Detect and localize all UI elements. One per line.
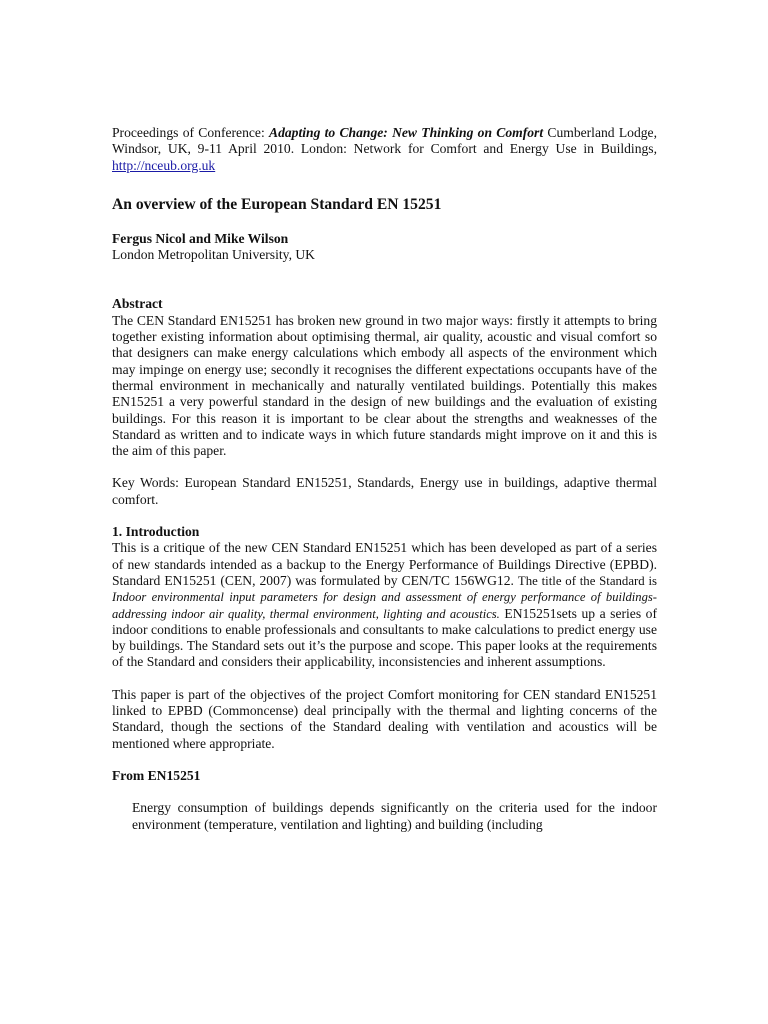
nceub-link[interactable]: http://nceub.org.uk	[112, 157, 216, 173]
en15251-quote: Energy consumption of buildings depends significantly on the criteria used for the indoor environment (temperature, ventilation and lighting) and building (including	[132, 800, 657, 832]
author-affiliation: London Metropolitan University, UK	[112, 247, 315, 263]
introduction-heading: 1. Introduction	[112, 524, 200, 540]
abstract-heading: Abstract	[112, 296, 163, 312]
proceedings-citation	[112, 125, 657, 174]
paper-page	[112, 125, 657, 833]
intro-text-b: The title of the Standard is	[517, 573, 657, 588]
proceedings-prefix: Proceedings of Conference:	[112, 125, 269, 140]
conference-name: Adapting to Change: New Thinking on Comfort	[269, 125, 544, 140]
standard-title: Indoor environmental input parameters for design and assessment of energy performance of buildings- addressing indoor air quality, thermal environment, lighting and acoustics.	[112, 590, 657, 621]
paper-title: An overview of the European Standard EN 15251	[112, 195, 442, 213]
proceedings-details: Cumberland Lodge, Windsor, UK, 9-11 April 2010. London: Network for Comfort and Energy Use in Buildings,	[112, 125, 657, 157]
abstract-text: The CEN Standard EN15251 has broken new ground in two major ways: firstly it attempts to bring together existing information about optimising thermal, air quality, acoustic and visual comfort so that designers can make energy calculations which embody all aspects of the environment which may impinge on energy use; secondly it recognises the different expectations occupants have of the thermal environment in mechanically and naturally ventilated buildings. Potentially this makes EN15251 a very powerful standard in the design of new buildings and the evaluation of existing buildings. For this reason it is important to be clear about the strengths and weaknesses of the Standard as written and to indicate ways in which future standards might improve on it and this is the aim of this paper.	[112, 312, 657, 459]
paper-authors: Fergus Nicol and Mike Wilson	[112, 230, 289, 246]
introduction-paragraph-2: This paper is part of the objectives of the project Comfort monitoring for CEN standard EN15251 linked to EPBD (Commoncense) deal principally with the thermal and lighting concerns of the Standard, though the sections of the Standard dealing with ventilation and acoustics will be mentioned where appropriate.	[112, 686, 657, 751]
intro-text-c: EN15251sets up a series of indoor conditions to enable professionals and consultants to make calculations to predict energy use by buildings. The Standard sets out it’s the purpose and scope. This paper looks at the requirements of the Standard and considers their applicability, inconsistencies and inherent assumptions.	[112, 605, 657, 670]
keywords: Key Words: European Standard EN15251, Standards, Energy use in buildings, adaptive thermal comfort.	[112, 475, 657, 507]
introduction-paragraph-1	[112, 540, 657, 670]
intro-text-a: This is a critique of the new CEN Standard EN15251 which has been developed as part of a series of new standards intended as a backup to the Energy Performance of Buildings Directive (EPBD). Standard EN15251 (CEN, 2007) was formulated by CEN/TC 156WG12.	[112, 540, 657, 588]
from-en15251-heading: From EN15251	[112, 767, 201, 783]
